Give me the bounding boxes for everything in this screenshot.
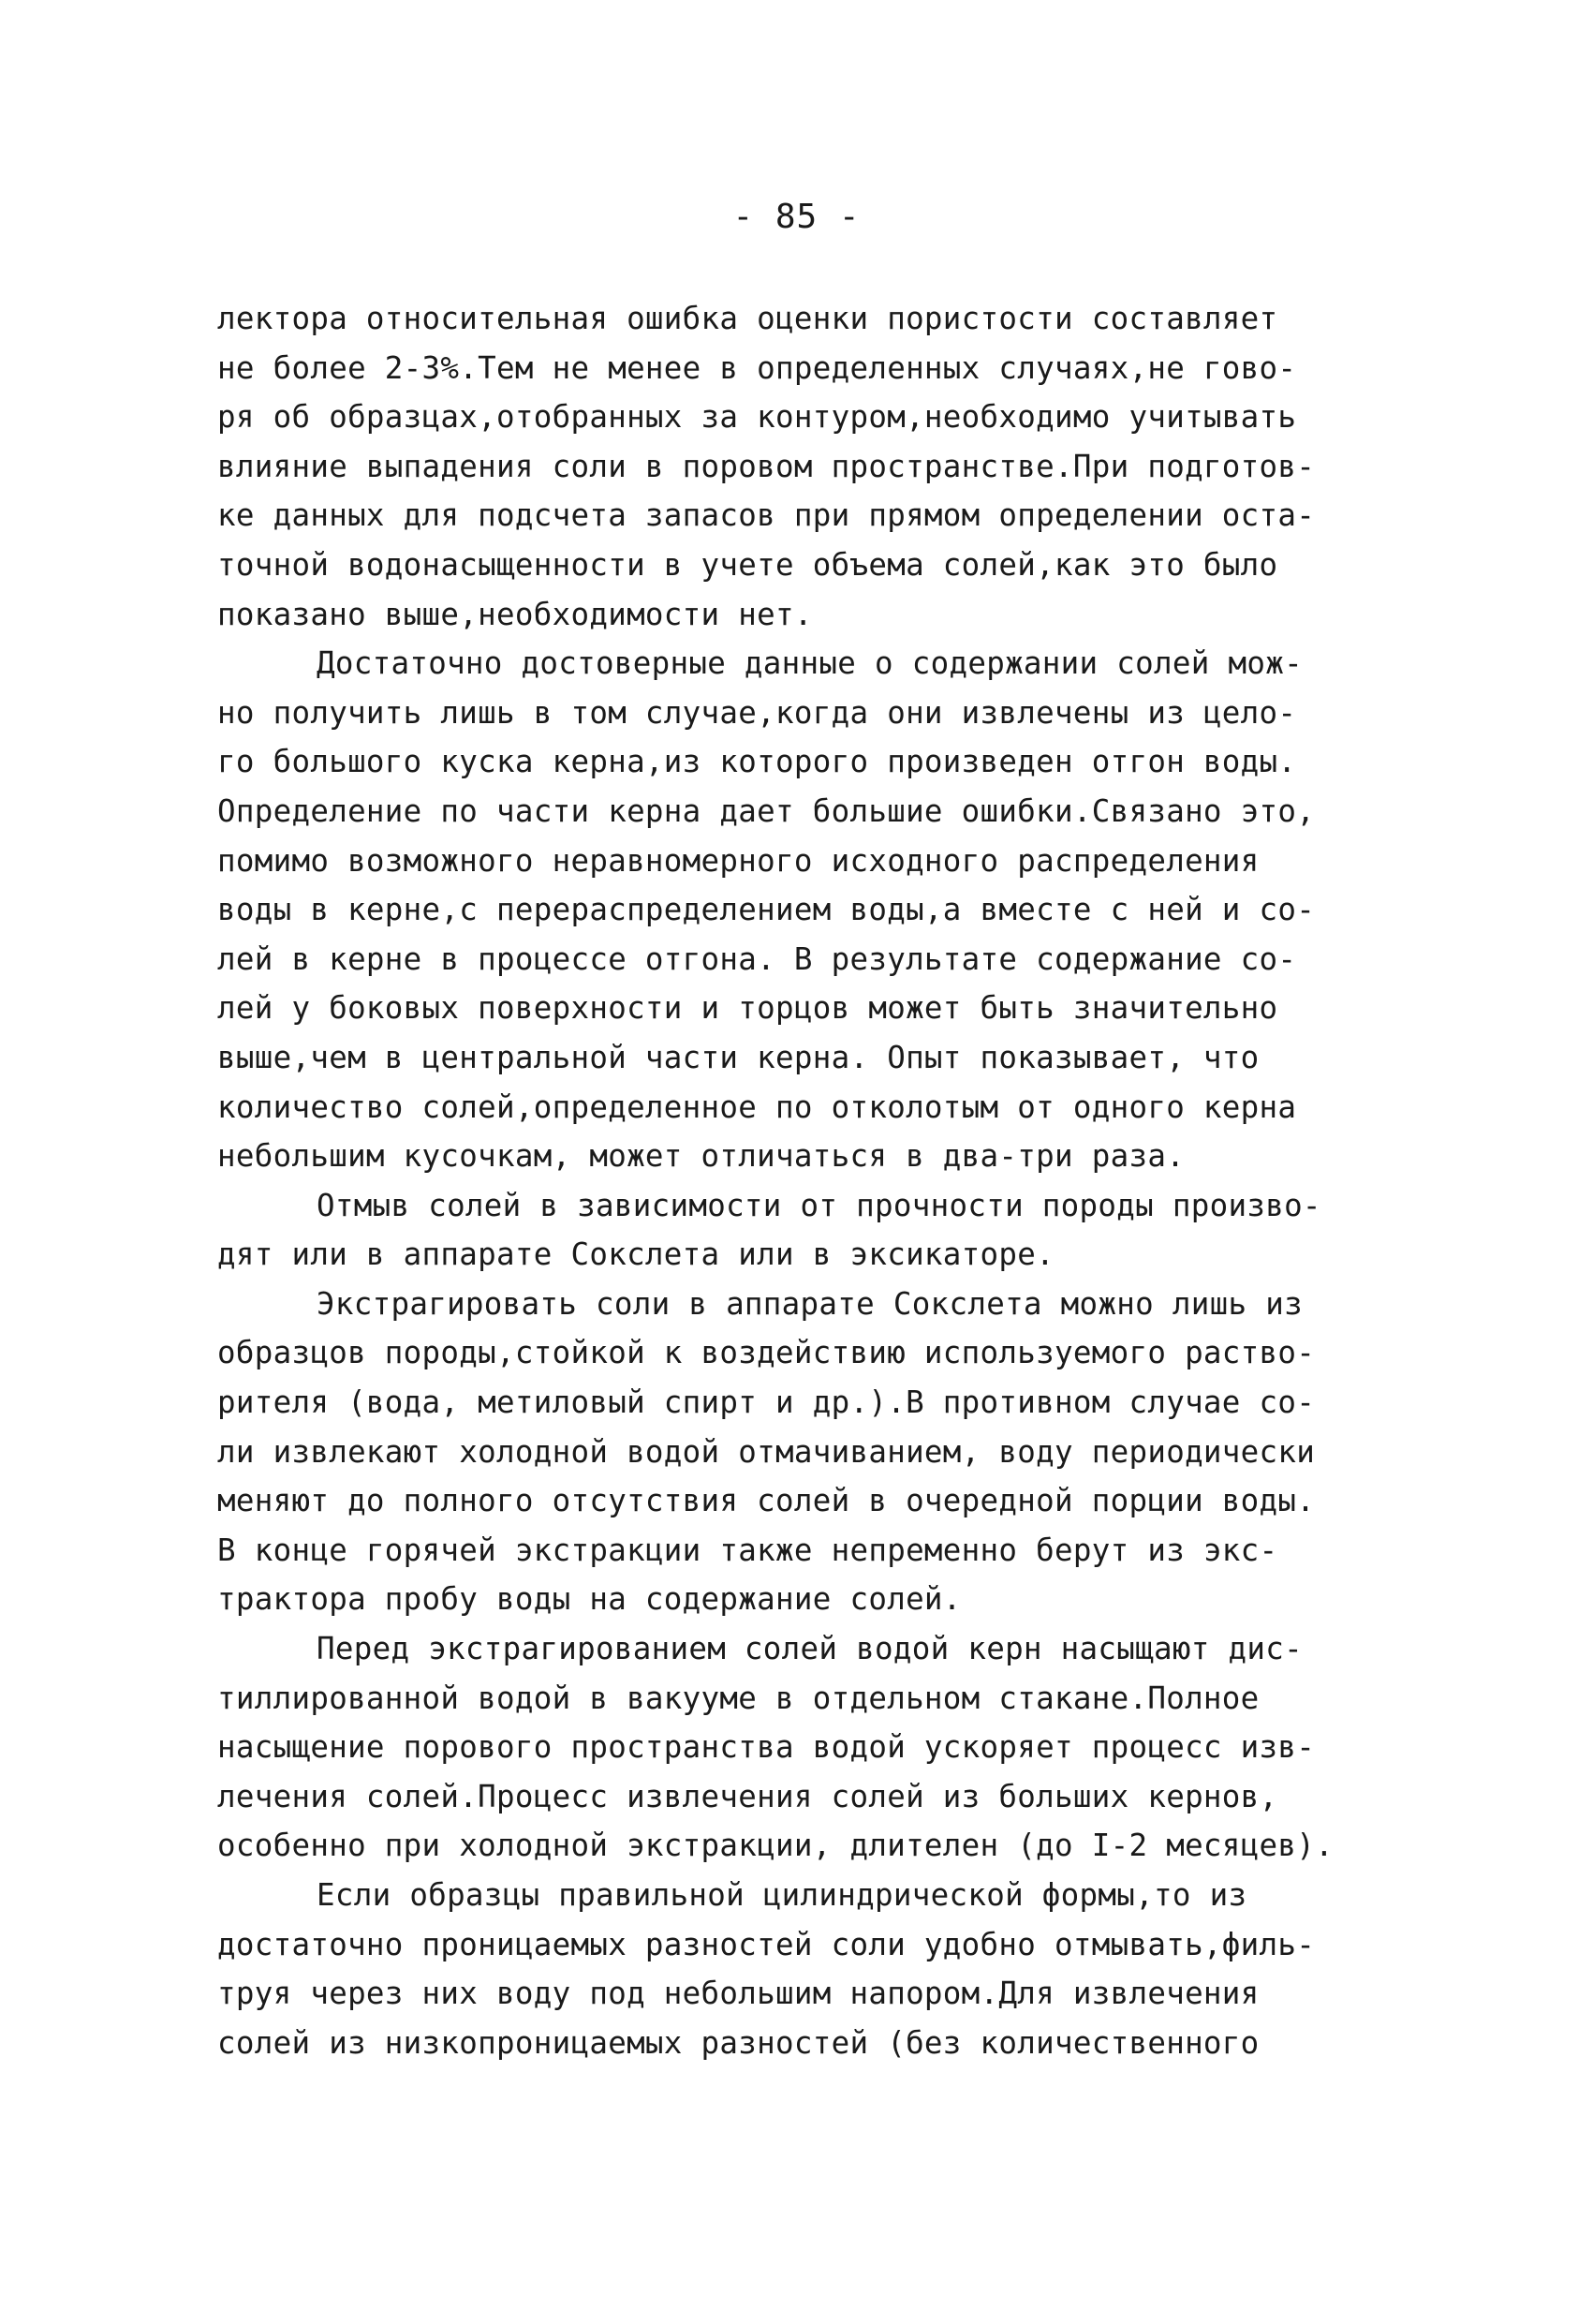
text-line: Определение по части керна дает большие ошибки.Связано это,: [217, 792, 1316, 829]
text-line: но получить лишь в том случае,когда они извлечены из цело-: [217, 694, 1297, 731]
text-line: меняют до полного отсутствия солей в очередной порции воды.: [217, 1483, 1316, 1519]
text-line: тиллированной водой в вакууме в отдельном стакане.Полное: [217, 1680, 1260, 1716]
paragraph: [217, 1624, 1435, 1871]
text-line: труя через них воду под небольшим напором.Для извлечения: [217, 1976, 1260, 2012]
text-line: влияние выпадения соли в поровом пространстве.При подготов-: [217, 448, 1316, 484]
text-line: трактора пробу воды на содержание солей.: [217, 1581, 962, 1618]
text-line: дят или в аппарате Сокслета или в эксикаторе.: [217, 1236, 1055, 1273]
text-line: насыщение порового пространства водой ускоряет процесс изв-: [217, 1729, 1316, 1766]
text-line: Перед экстрагированием солей водой керн насыщают дис-: [317, 1631, 1303, 1667]
text-line: небольшим кусочкам, может отличаться в два-три раза.: [217, 1138, 1186, 1175]
text-line: го большого куска керна,из которого произведен отгон воды.: [217, 744, 1297, 780]
text-line: достаточно проницаемых разностей соли удобно отмывать,филь-: [217, 1926, 1316, 1962]
text-line: помимо возможного неравномерного исходного распределения: [217, 842, 1260, 879]
text-line: Если образцы правильной цилиндрической формы,то из: [317, 1877, 1247, 1913]
text-line: В конце горячей экстракции также непременно берут из экс-: [217, 1532, 1278, 1568]
text-line: лечения солей.Процесс извлечения солей из больших кернов,: [217, 1778, 1278, 1814]
text-line: ря об образцах,отобранных за контуром,необходимо учитывать: [217, 399, 1297, 436]
text-line: образцов породы,стойкой к воздействию используемого раство-: [217, 1335, 1316, 1371]
text-line: Достаточно достоверные данные о содержании солей мож-: [317, 645, 1303, 682]
paragraph: [217, 1280, 1435, 1624]
text-line: солей из низкопроницаемых разностей (без количественного: [217, 2024, 1260, 2061]
paragraph: [217, 639, 1435, 1181]
text-line: количество солей,определенное по отколотым от одного керна: [217, 1088, 1297, 1125]
paragraph: [217, 1181, 1435, 1280]
text-line: лей у боковых поверхности и торцов может быть значительно: [217, 990, 1278, 1027]
paragraph: [217, 294, 1435, 639]
text-line: рителя (вода, метиловый спирт и др.).В противном случае со-: [217, 1384, 1316, 1421]
text-line: лей в керне в процессе отгона. В результате содержание со-: [217, 940, 1297, 977]
text-line: ли извлекают холодной водой отмачиванием, воду периодически: [217, 1433, 1316, 1470]
text-line: выше,чем в центральной части керна. Опыт показывает, что: [217, 1039, 1260, 1075]
text-line: лектора относительная ошибка оценки пористости составляет: [217, 301, 1278, 336]
text-line: не более 2-3%.Тем не менее в определенных случаях,не гово-: [217, 349, 1297, 386]
text-line: Отмыв солей в зависимости от прочности породы произво-: [317, 1187, 1321, 1223]
page-number: - 85 -: [732, 198, 861, 236]
text-line: ке данных для подсчета запасов при прямом определении оста-: [217, 497, 1316, 534]
text-line: воды в керне,с перераспределением воды,а вместе с ней и со-: [217, 892, 1316, 928]
body-text: [217, 294, 1435, 2067]
text-line: показано выше,необходимости нет.: [217, 596, 813, 632]
text-line: особенно при холодной экстракции, длителен (до I-2 месяцев).: [217, 1828, 1334, 1864]
text-line: Экстрагировать соли в аппарате Сокслета можно лишь из: [317, 1285, 1303, 1322]
text-line: точной водонасыщенности в учете объема солей,как это было: [217, 546, 1278, 583]
paragraph: [217, 1871, 1435, 2067]
